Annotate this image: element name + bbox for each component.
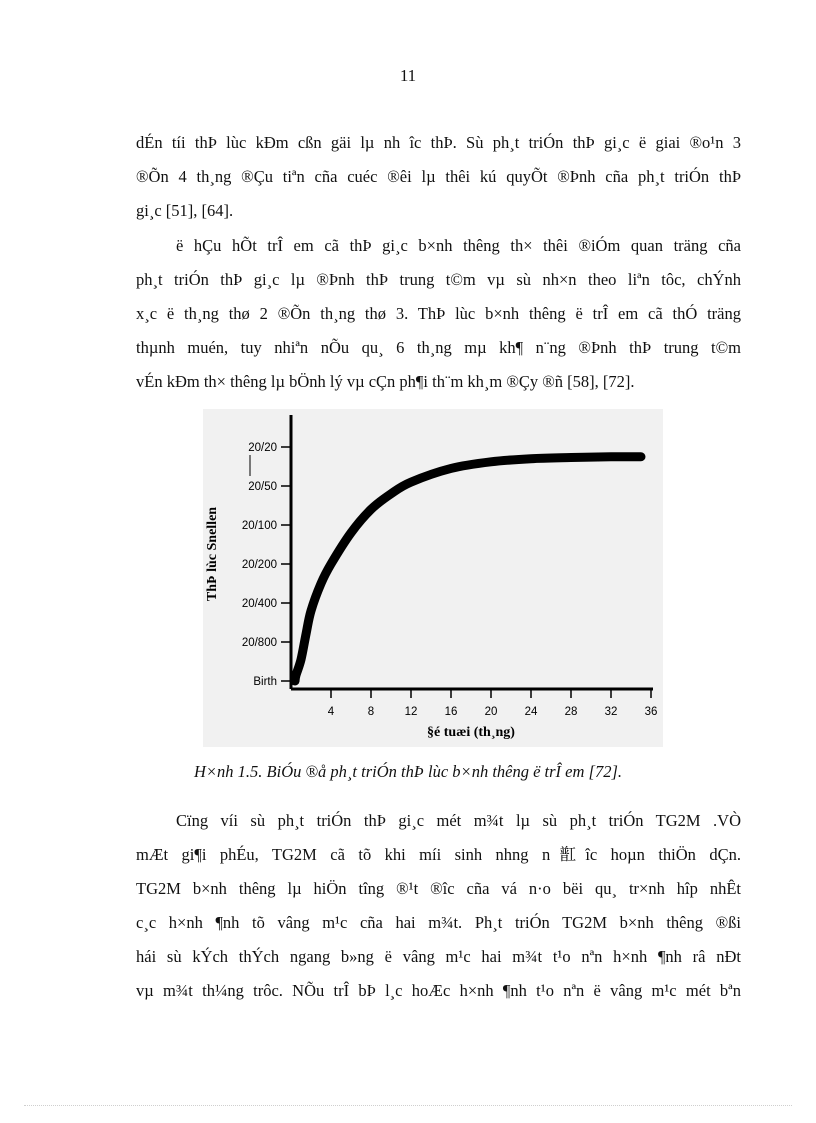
y-tick-label: 20/50 [248, 481, 277, 493]
x-tick-label: 24 [524, 706, 538, 718]
x-tick-label: 32 [604, 706, 618, 718]
paragraph-3 [136, 804, 741, 1008]
paragraph-line: c¸c h×nh ¶nh tõ vâng m¹c cña hai m¾t. Ph¸t triÓn TG2M b×nh thêng ®ßi [136, 913, 741, 932]
paragraph-line: thµnh muén, tuy nhiªn nÕu qu¸ 6 th¸ng mµ kh¶ n¨ng ®Þnh thÞ trung t©m [136, 338, 741, 357]
x-tick-label: 20 [484, 706, 498, 718]
paragraph-line: ®Õn 4 th¸ng ®Çu tiªn cña cuéc ®êi lµ thêi kú quyÕt ®Þnh cña ph¸t triÓn thÞ [136, 167, 741, 186]
paragraph-line: TG2M b×nh thêng lµ hiÖn tîng ®¹t ®îc cña vá n·o bëi qu¸ tr×nh hîp nhÊt [136, 879, 741, 898]
paragraph-line: gi¸c [51], [64]. [136, 201, 234, 220]
y-tick-label: 20/200 [241, 559, 277, 571]
x-tick-label: 8 [367, 706, 375, 718]
paragraph-line: hái sù kÝch thÝch ngang b»ng ë vâng m¹c hai m¾t t¹o nªn h×nh ¶nh râ nÐt [136, 947, 741, 966]
paragraph-line: ph¸t triÓn thÞ gi¸c lµ ®Þnh thÞ trung t©m vµ sù nh×n theo liªn tôc, chÝnh [136, 270, 741, 289]
vision-development-chart [203, 409, 663, 747]
y-tick-label: 20/20 [248, 442, 277, 454]
paragraph-line: dÉn tíi thÞ lùc kÐm cßn gäi lµ nh îc thÞ. Sù ph¸t triÓn thÞ gi¸c ë giai ®o¹n 3 [136, 133, 741, 152]
paragraph-line: Cïng víi sù ph¸t triÓn thÞ gi¸c mét m¾t lµ sù ph¸t triÓn TG2M .VÒ [176, 811, 741, 830]
footer-dotted-rule [24, 1105, 792, 1106]
y-tick-label: Birth [253, 676, 277, 688]
y-axis-label: ThÞ lùc Snellen [205, 506, 220, 602]
paragraph-1 [136, 126, 741, 228]
paragraph-line: vµ m¾t th¼ng trôc. NÕu trÎ bÞ l¸c hoÆc h×nh ¶nh t¹o nªn ë vâng m¹c mét bªn [136, 981, 741, 1000]
x-tick-label: 12 [404, 706, 418, 718]
paragraph-line: mÆt gi¶i phÉu, TG2M cã tõ khi míi sinh nhng n㠮îc hoµn thiÖn dÇn. [136, 845, 741, 864]
paragraph-line: ë hÇu hÕt trÎ em cã thÞ gi¸c b×nh thêng th× thêi ®iÓm quan träng cña [176, 236, 741, 255]
paragraph-2 [136, 229, 741, 399]
x-tick-label: 36 [644, 706, 658, 718]
paragraph-line: x¸c ë th¸ng thø 2 ®Õn th¸ng thø 3. ThÞ lùc b×nh thêng ë trÎ em cã thÓ träng [136, 304, 741, 323]
y-tick-label: 20/800 [241, 637, 277, 649]
x-tick-label: 16 [444, 706, 458, 718]
x-tick-label: 4 [327, 706, 335, 718]
figure-caption: H×nh 1.5. BiÓu ®å ph¸t triÓn thÞ lùc b×nh thêng ë trÎ em [72]. [193, 762, 623, 781]
paragraph-line: vÉn kÐm th× thêng lµ bÖnh lý vµ cÇn ph¶i th¨m kh¸m ®Çy ®ñ [58], [72]. [136, 372, 635, 391]
y-tick-label: 20/400 [241, 598, 277, 610]
x-tick-label: 28 [564, 706, 578, 718]
x-axis-label: §é tuæi (th¸ng) [427, 725, 515, 740]
page-number: 11 [399, 66, 417, 85]
y-tick-label: 20/100 [241, 520, 277, 532]
